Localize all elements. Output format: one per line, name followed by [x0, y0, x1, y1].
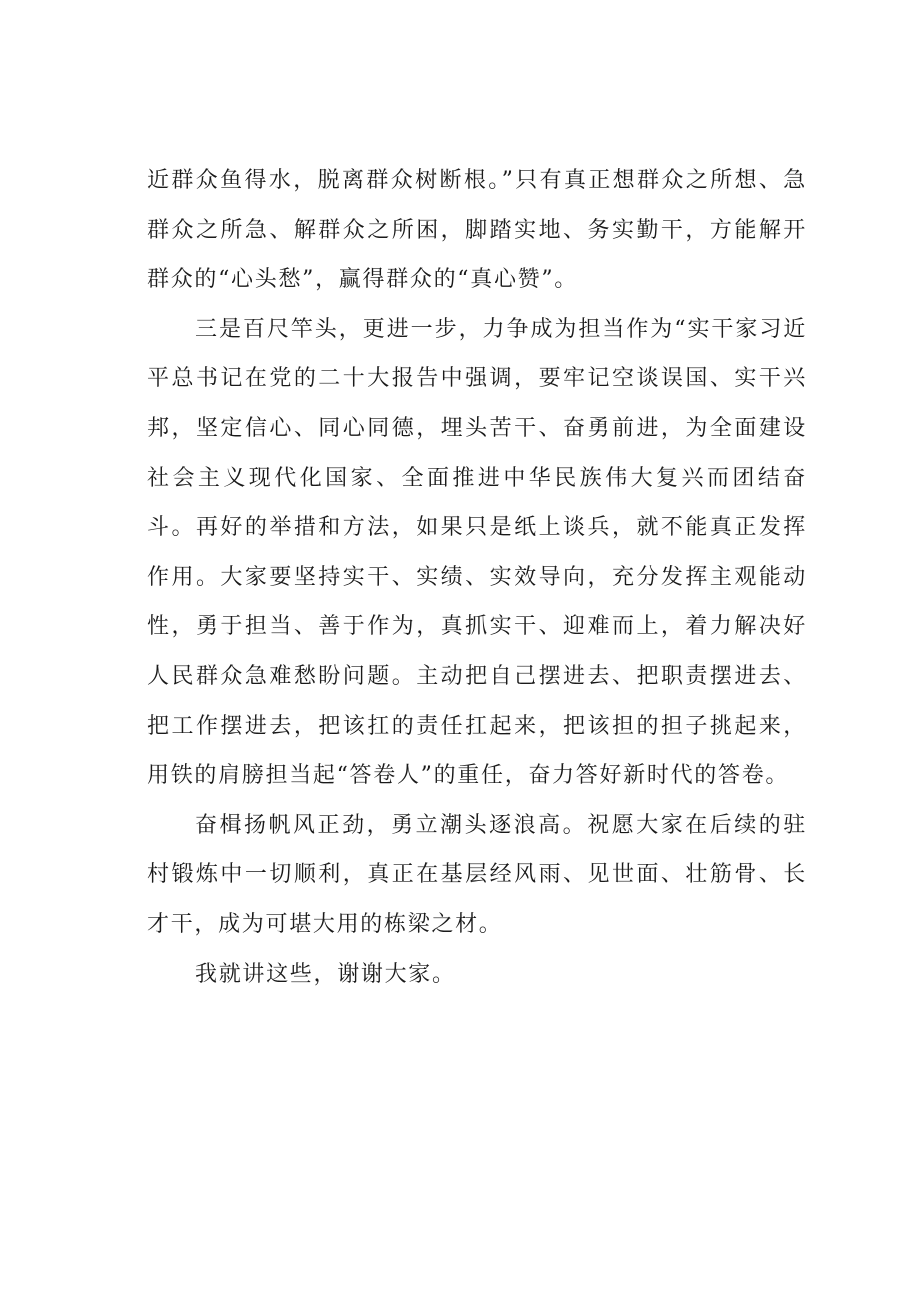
- paragraph-wishes: 奋楫扬帆风正劲，勇立潮头逐浪高。祝愿大家在后续的驻村锻炼中一切顺利，真正在基层经风雨、见世面、壮筋骨、长才干，成为可堪大用的栋梁之材。: [147, 812, 807, 937]
- paragraph-third-point: 三是百尺竿头，更进一步，力争成为担当作为“实干家习近平总书记在党的二十大报告中强调，要牢记空谈误国、实干兴邦，坚定信心、同心同德，埋头苦干、奋勇前进，为全面建设社会主义现代化国家、全面推进中华民族伟大复兴而团结奋斗。再好的举措和方法，如果只是纸上谈兵，就不能真正发挥作用。大家要坚持实干、实绩、实效导向，充分发挥主观能动性，勇于担当、善于作为，真抓实干、迎难而上，着力解决好人民群众急难愁盼问题。主动把自己摆进去、把职责摆进去、把工作摆进去，把该扛的责任扛起来，把该担的担子挑起来，用铁的肩膀担当起“答卷人”的重任，奋力答好新时代的答卷。: [147, 316, 807, 789]
- document-body: [147, 156, 807, 999]
- paragraph-continuation: 近群众鱼得水，脱离群众树断根。”只有真正想群众之所想、急群众之所急、解群众之所困，脚踏实地、务实勤干，方能解开群众的“心头愁”，赢得群众的“真心赞”。: [147, 168, 807, 293]
- paragraph-closing: 我就讲这些，谢谢大家。: [195, 961, 456, 987]
